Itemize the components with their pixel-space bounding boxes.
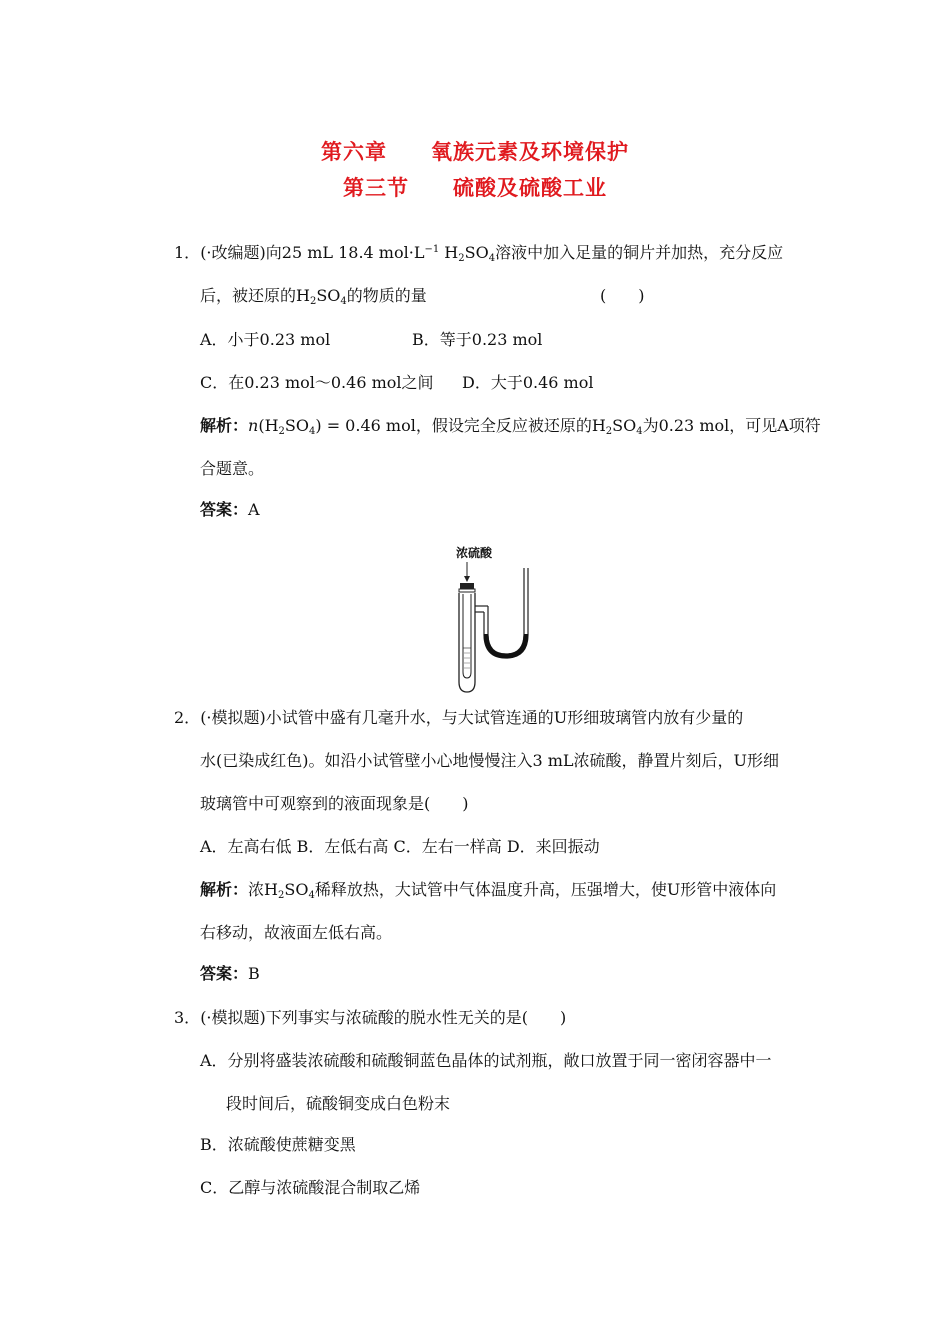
question-number: 2． xyxy=(174,708,201,727)
option-b: B．浓硫酸使蔗糖变黑 xyxy=(200,1135,356,1154)
option-c: C．乙醇与浓硫酸混合制取乙烯 xyxy=(200,1178,421,1197)
answer-label: 答案： xyxy=(200,964,249,983)
option-a: A．小于0.23 mol xyxy=(200,330,331,349)
answer-value: B xyxy=(248,964,260,983)
answer-line xyxy=(200,500,260,520)
option-d: D．大于0.46 mol xyxy=(462,373,594,392)
question-source: (·模拟题) xyxy=(200,1008,266,1027)
section-title: 第三节 硫酸及硫酸工业 xyxy=(343,176,607,200)
chapter-title: 第六章 氧族元素及环境保护 xyxy=(321,140,629,164)
option-c: C．在0.23 mol～0.46 mol之间 xyxy=(200,373,434,392)
analysis-line-2: 右移动，故液面左低右高。 xyxy=(200,923,393,942)
arrow-head xyxy=(464,576,470,582)
question-2-line-1: 2．(·模拟题)小试管中盛有几毫升水，与大试管连通的U形细玻璃管内放有少量的 xyxy=(174,708,744,727)
apparatus-figure xyxy=(442,540,542,696)
option-a-line-2: 段时间后，硫酸铜变成白色粉末 xyxy=(226,1094,451,1113)
question-2-line-2: 水(已染成红色)。如沿小试管壁小心地慢慢注入3 mL浓硫酸，静置片刻后，U形细 xyxy=(200,751,780,770)
figure-label: 浓硫酸 xyxy=(456,546,493,560)
analysis-line-1: 解析：浓$H_2SO_4$稀释放热，大试管中气体温度升高，压强增大，使U形管中液体向 xyxy=(200,880,777,901)
question-number: 1． xyxy=(174,243,201,262)
question-source: (·改编题) xyxy=(200,243,266,262)
stopper-ring xyxy=(459,589,475,592)
question-1-line-2: 后，被还原的$H_2SO_4$的物质的量 xyxy=(200,286,427,307)
analysis-label: 解析： xyxy=(200,416,249,435)
stopper xyxy=(460,583,474,589)
question-2-line-3: 玻璃管中可观察到的液面现象是( ) xyxy=(200,794,469,813)
analysis-line-1: 解析：$n(H_2SO_4) = 0.46$ mol，假设完全反应被还原的$H_2SO_4$为0.23 mol，可见A项符 xyxy=(200,416,821,437)
question-source: (·模拟题) xyxy=(200,708,266,727)
option-b: B．等于0.23 mol xyxy=(412,330,543,349)
analysis-line-2: 合题意。 xyxy=(200,459,265,478)
large-test-tube xyxy=(459,593,475,692)
question-1-line-1: 1．(·改编题)向25 mL 18.4 $mol\cdot L^{-1}$ $H_2SO_4$溶液中加入足量的铜片并加热，充分反应 xyxy=(174,243,784,264)
question-3-line-1: 3．(·模拟题)下列事实与浓硫酸的脱水性无关的是( ) xyxy=(174,1008,567,1027)
answer-label: 答案： xyxy=(200,500,249,519)
u-tube-liquid xyxy=(486,634,526,656)
answer-value: A xyxy=(248,500,260,519)
apparatus-diagram xyxy=(442,540,542,696)
question-2-options: A．左高右低 B．左低右高 C．左右一样高 D．来回振动 xyxy=(200,837,600,856)
question-number: 3． xyxy=(174,1008,201,1027)
u-tube xyxy=(488,568,524,654)
small-test-tube xyxy=(463,594,471,678)
option-a-line-1: A．分别将盛装浓硫酸和硫酸铜蓝色晶体的试剂瓶，敞口放置于同一密闭容器中一 xyxy=(200,1051,772,1070)
analysis-label: 解析： xyxy=(200,880,249,899)
answer-line xyxy=(200,964,260,984)
answer-paren: ( ) xyxy=(600,286,645,305)
